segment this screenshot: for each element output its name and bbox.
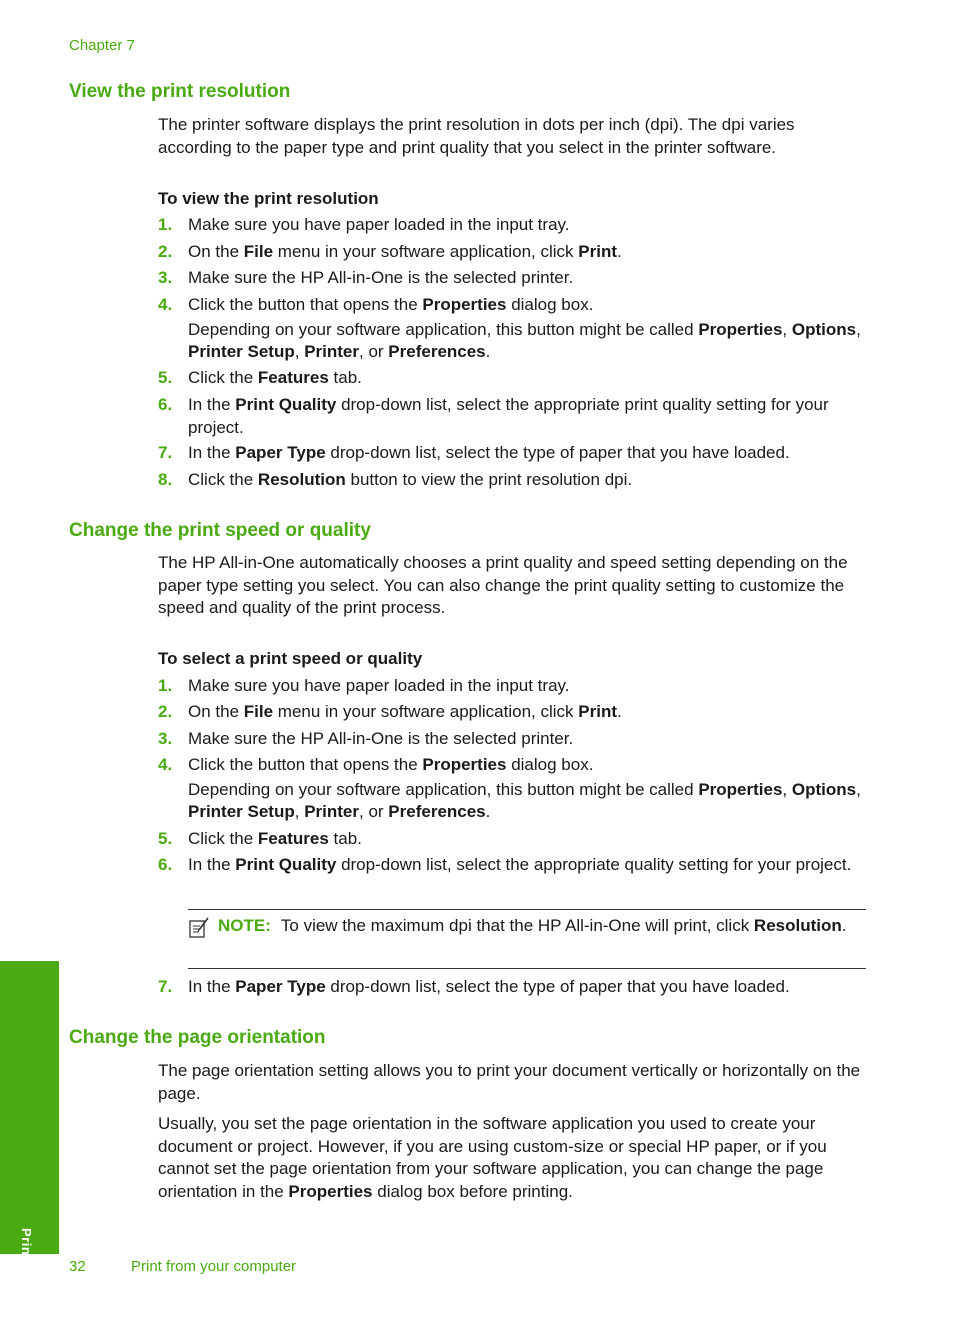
side-tab [0, 961, 59, 1254]
step-bold: Print [578, 242, 617, 261]
step-subtext: Depending on your software application, this button might be called Properties, Options, Printer Setup, Printer, or Preferences. [188, 779, 861, 821]
step-text: dialog box. [506, 755, 594, 774]
step-text: Click the [188, 470, 258, 489]
step-text: menu in your software application, click [273, 242, 579, 261]
step-text: In the [188, 395, 236, 414]
step-text: On the [188, 702, 244, 721]
list-item [158, 728, 870, 751]
step-text: Make sure you have paper loaded in the input tray. [188, 215, 570, 234]
step-text: In the [188, 977, 236, 996]
step-bold: Features [257, 829, 329, 848]
step-bold: Properties [422, 295, 507, 314]
step-bold: Print Quality [235, 855, 337, 874]
step-text: On the [188, 242, 244, 261]
para2-text: Usually, you set the page orientation in the software application you used to create your document or project. However, if you are using custom-size or special HP paper, or if you cannot set the page orientation from your software application, you can change the page orientation in the [158, 1114, 827, 1201]
step-text: drop-down list, select the type of paper that you have loaded. [325, 443, 790, 462]
section3-para2 [158, 1113, 870, 1203]
list-item [158, 241, 870, 264]
note-text [218, 915, 858, 938]
list-item [158, 469, 870, 492]
list-item [158, 854, 870, 877]
step-bold: File [243, 702, 274, 721]
step-bold: Paper Type [235, 977, 326, 996]
step-number: 7. [158, 977, 173, 996]
list-item [158, 828, 870, 851]
step-text: Click the button that opens the [188, 755, 423, 774]
step-number: 5. [158, 829, 173, 848]
step-text: button to view the print resolution dpi. [345, 470, 633, 489]
step-bold: Properties [422, 755, 507, 774]
step-bold: Print [578, 702, 617, 721]
step-number: 2. [158, 242, 173, 261]
section1-intro: The printer software displays the print resolution in dots per inch (dpi). The dpi varies according to the paper type and print quality that you select in the printer software. [158, 115, 795, 157]
step-number: 6. [158, 395, 173, 414]
step-text: drop-down list, select the type of paper that you have loaded. [325, 977, 790, 996]
step-number: 3. [158, 268, 173, 287]
step-text: Make sure you have paper loaded in the input tray. [188, 676, 570, 695]
step-number: 4. [158, 755, 173, 774]
list-item [158, 267, 870, 290]
section1-procedure-title: To view the print resolution [158, 189, 379, 208]
step-text: In the [188, 443, 236, 462]
note-bold: Resolution [753, 916, 842, 935]
list-item [158, 442, 870, 465]
step-text: drop-down list, select the appropriate quality setting for your project. [336, 855, 852, 874]
note-label: NOTE: [218, 916, 271, 935]
step-text: tab. [328, 829, 362, 848]
note-box [188, 909, 866, 969]
note-body-text: To view the maximum dpi that the HP All-in-One will print, click [280, 916, 754, 935]
step-bold: Features [257, 368, 329, 387]
list-item [158, 754, 870, 824]
step-number: 8. [158, 470, 173, 489]
section-title-view-resolution: View the print resolution [69, 81, 291, 102]
step-text: drop-down list, select the appropriate print quality setting for your project. [188, 395, 829, 437]
step-number: 6. [158, 855, 173, 874]
step-text: Click the [188, 829, 258, 848]
step-number: 1. [158, 676, 173, 695]
step-text: Click the button that opens the [188, 295, 423, 314]
note-end: . [841, 916, 847, 935]
step-bold: Resolution [257, 470, 346, 489]
step-text: . [617, 702, 622, 721]
step-number: 3. [158, 729, 173, 748]
step-number: 2. [158, 702, 173, 721]
section2-intro: The HP All-in-One automatically chooses a print quality and speed setting depending on the paper type setting you select. You can also change the print quality setting to customize the speed and quality of the print process. [158, 553, 848, 617]
footer-title: Print from your computer [131, 1258, 297, 1275]
list-item [158, 701, 870, 724]
step-text: In the [188, 855, 236, 874]
section-title-speed-quality: Change the print speed or quality [69, 520, 371, 541]
step-bold: Paper Type [235, 443, 326, 462]
step-subtext: Depending on your software application, this button might be called Properties, Options, Printer Setup, Printer, or Preferences. [188, 319, 861, 361]
step-number: 4. [158, 295, 173, 314]
step-text: . [617, 242, 622, 261]
step-bold: File [243, 242, 274, 261]
list-item [158, 976, 870, 999]
step-number: 1. [158, 215, 173, 234]
list-item [158, 367, 870, 390]
para2-end: dialog box before printing. [372, 1181, 573, 1201]
para2-bold: Properties [288, 1181, 373, 1201]
section3-para1: The page orientation setting allows you to print your document vertically or horizontally on the page. [158, 1061, 861, 1103]
step-text: menu in your software application, click [273, 702, 579, 721]
list-item [158, 394, 870, 439]
page-number: 32 [69, 1258, 86, 1275]
note-pencil-icon [188, 917, 210, 939]
step-text: tab. [328, 368, 362, 387]
list-item [158, 214, 870, 237]
step-text: Make sure the HP All-in-One is the selected printer. [188, 268, 574, 287]
step-number: 7. [158, 443, 173, 462]
step-number: 5. [158, 368, 173, 387]
list-item [158, 675, 870, 698]
step-bold: Print Quality [235, 395, 337, 414]
step-text: Click the [188, 368, 258, 387]
step-text: Make sure the HP All-in-One is the selected printer. [188, 729, 574, 748]
section-title-page-orientation: Change the page orientation [69, 1027, 326, 1048]
step-text: dialog box. [506, 295, 594, 314]
chapter-label: Chapter 7 [69, 37, 135, 54]
section2-procedure-title: To select a print speed or quality [158, 649, 423, 668]
side-tab-label: Print [19, 1228, 34, 1261]
list-item [158, 294, 870, 364]
